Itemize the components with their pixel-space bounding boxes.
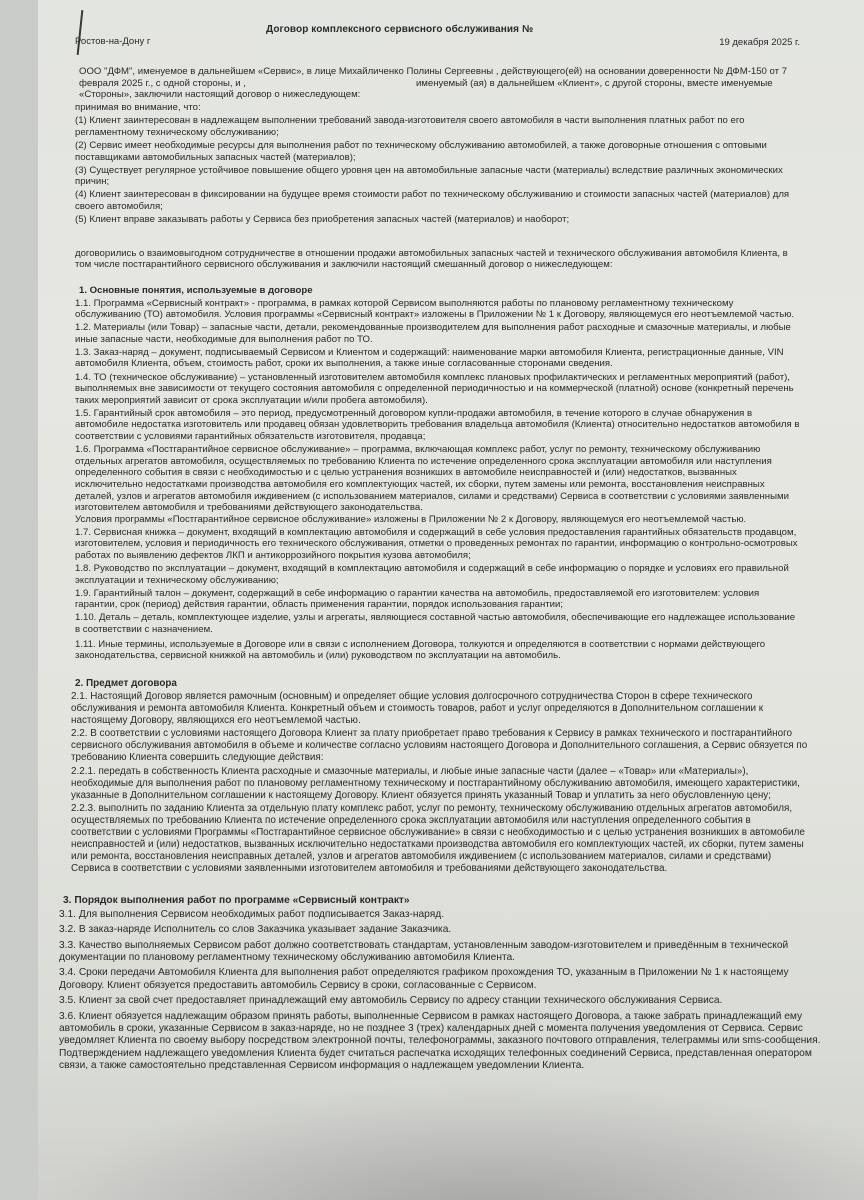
section-item: 1.2. Материалы (или Товар) – запасные части, детали, рекомендованные производителем для выполнения работ расходные и смазочные материалы, и любые иные запасные части, необходимые для выполнения работ по ТО. bbox=[75, 322, 791, 345]
section-item: 2.2.1. передать в собственность Клиента расходные и смазочные материалы, и любые иные запасные части (далее – «Товар» или «Материалы»), необходимые для выполнения работ по плановому регламентному техническому и постгарантийному обслуживанию автомобиля, имеющего характеристики, указанные в Дополнительном соглашении к настоящему Договору. Клиент обязуется принять указанный Товар и уплатить за него обусловленную цену; bbox=[71, 765, 800, 801]
section-item: 3.6. Клиент обязуется надлежащим образом принять работы, выполненные Сервисом в рамках настоящего Договора, а также забрать принадлежащий ему автомобиль в сроки, указанные Сервисом в заказ-наряде, но не позднее 3 (трех) календарных дней с момента получения уведомления от Сервиса. Сервис уведомляет Клиента по своему выбору посредством электронной почты, телефонограммы, заказного почтового отправления, телеграммы или sms-сообщения. Подтверждением надлежащего уведомления Клиента будет считаться распечатка исходящих телефонных соединений Сервиса, представленная оператором связи, а также самостоятельно представленная Сервисом информация о надлежащем уведомлении Клиента. bbox=[59, 1010, 821, 1072]
document-title: Договор комплексного сервисного обслуживания № bbox=[266, 24, 534, 35]
section-item: 1.3. Заказ-наряд – документ, подписываемый Сервисом и Клиентом и содержащий: наименование марки автомобиля Клиента, регистрационные данные, VIN автомобиля Клиента, объем, стоимость работ, сроки их выполнения, а также иные согласованные сторонами сведения. bbox=[75, 346, 784, 370]
section-item: 3.2. В заказ-наряде Исполнитель со слов Заказчика указывает задание Заказчика. bbox=[59, 924, 452, 936]
section-item: 1.1. Программа «Сервисный контракт» - программа, в рамках которой Сервисом выполняются работы по плановому регламентному техническому обслуживанию (ТО) автомобиля. Условия программы «Сервисный контракт» изложены в Приложении № 1 к Договору, являющемуся его неотъемлемой частью. bbox=[75, 297, 795, 321]
section-item: 3.5. Клиент за свой счет предоставляет принадлежащий ему автомобиль Сервису по адресу станции технического обслуживания Сервиса. bbox=[59, 995, 723, 1007]
section-title: 2. Предмет договора bbox=[75, 677, 177, 689]
section-item: 1.4. ТО (техническое обслуживание) – установленный изготовителем автомобиля комплекс плановых профилактических и регламентных мероприятий (работ), выполняемых вне зависимости от текущего состояния автомобиля с определенной периодичностью и на коммерческой (платной) основе (конкретный перечень таких мероприятий зависит от срока эксплуатации и/или пробега автомобиля). bbox=[75, 371, 794, 406]
section-item: 1.10. Деталь – деталь, комплектующее изделие, узлы и агрегаты, являющиеся составной частью автомобиля, обеспечивающие его надлежащее использование в соответствии с назначением. bbox=[75, 612, 796, 636]
document-date: 19 декабря 2025 г. bbox=[719, 37, 800, 48]
preamble-parties bbox=[75, 66, 801, 101]
preamble-point: (5) Клиент вправе заказывать работы у Сервиса без приобретения запасных частей (материалов) и наоборот; bbox=[75, 214, 570, 226]
preamble-point: (1) Клиент заинтересован в надлежащем выполнении требований завода-изготовителя своего автомобиля в части выполнения платных работ по его регламентному техническому обслуживанию; bbox=[75, 115, 745, 138]
section-3 bbox=[41, 895, 831, 1072]
section-item: Условия программы «Постгарантийное сервисное обслуживание» изложены в Приложении № 2 к Договору, являющемуся его неотъемлемой частью. bbox=[75, 513, 747, 525]
preamble-point: (4) Клиент заинтересован в фиксировании на будущее время стоимости работ по техническому обслуживанию и стоимости запасных частей (материалов) для своего автомобиля; bbox=[75, 189, 790, 213]
section-item: 2.1. Настоящий Договор является рамочным (основным) и определяет общие условия долгосрочного сотрудничества Сторон в сфере технического обслуживания и ремонта автомобиля Клиента. Конкретный объем и стоимость товаров, работ и услуг определяются в Дополнительном соглашении к настоящему Договору, являющихся его неотъемлемой частью. bbox=[71, 690, 764, 726]
section-item: 1.7. Сервисная книжка – документ, входящий в комплектацию автомобиля и содержащий в себе условия предоставления гарантийных обязательств продавцом, изготовителем, условия и периодичность его технического обслуживания, отметки о проведенных ремонтах по гарантии, информацию о контрольно-осмотровых работах по выявлению дефектов ЛКП и антикоррозийного покрытия кузова автомобиля; bbox=[75, 526, 798, 561]
section-item: 2.2. В соответствии с условиями настоящего Договора Клиент за плату приобретает право требования к Сервису в рамках технического и постгарантийного сервисного обслуживания автомобиля в объеме и количестве согласно условиям настоящего Договора и Дополнительного соглашения, а Сервис обязуется по требованию Клиента совершить следующие действия: bbox=[71, 728, 808, 764]
preamble-considering: принимая во внимание, что: bbox=[75, 102, 201, 114]
section-item: 1.8. Руководство по эксплуатации – документ, входящий в комплектацию автомобиля и содержащий в себе информацию о порядке и условиях его правильной эксплуатации и техническому обслуживанию; bbox=[75, 563, 789, 586]
pen-mark bbox=[77, 10, 84, 55]
preamble-agreed: договорились о взаимовыгодном сотрудничестве в отношении продажи автомобильных запасных частей и технического обслуживания автомобиля Клиента, в том числе постгарантийного сервисного обслуживания и заключили настоящий смешанный договор о нижеследующем: bbox=[75, 247, 788, 271]
preamble-point: (3) Существует регулярное устойчивое повышение общего уровня цен на автомобильные запасные части (материалы) вследствие различных экономических причин; bbox=[75, 164, 783, 188]
section-item: 2.2.3. выполнить по заданию Клиента за отдельную плату комплекс работ, услуг по ремонту, техническому обслуживанию отдельных агрегатов автомобиля, осуществляемых по требованию Клиента по истечение определенного срока эксплуатации автомобиля или наступления определенного события в соответствии с условиями Программы «Постгарантийное сервисное обслуживание» в связи с необходимостью и с целью устранения возникших в автомобиле неисправностей и (или) недостатков, вызванных исключительно недостатками производства автомобиля его комплектующих частей, их сборки, путем замены или ремонта, восстановления неисправных деталей, узлов и агрегатов автомобиля иждивением (с использованием материалов, силами и средствами) Сервиса в соответствии с условиями заявленными изготовителем автомобиля и требованиями действующего законодательства. bbox=[71, 803, 805, 875]
preamble-point: (2) Сервис имеет необходимые ресурсы для выполнения работ по техническому обслуживанию автомобилей, а также договорные отношения с оптовыми поставщиками автомобильных запасных частей (материалов); bbox=[75, 140, 767, 163]
document-city: Ростов-на-Дону г bbox=[75, 36, 151, 47]
document-page bbox=[38, 0, 864, 1200]
section-item: 3.1. Для выполнения Сервисом необходимых работ подписывается Заказ-наряд. bbox=[59, 908, 445, 920]
section-item: 3.3. Качество выполняемых Сервисом работ должно соответствовать стандартам, установленным заводом-изготовителем и приведённым в технической документации по плановому регламентному техническому обслуживанию автомобиля Клиента. bbox=[59, 939, 789, 963]
section-1 bbox=[41, 285, 801, 662]
section-2 bbox=[41, 678, 811, 876]
preamble-parties-part1: ООО "ДФМ", именуемое в дальнейшем «Сервис», в лице Михайличенко Полины Сергеевны , действующего(ей) на основании доверенности № ДФМ-150 от 7 февраля 2025 г., с одной стороны, и , bbox=[79, 66, 788, 89]
section-item: 1.11. Иные термины, используемые в Договоре или в связи с исполнением Договора, толкуются и определяются в соответствии с нормами действующего законодательства, сервисной книжкой на автомобиль и (или) руководством по эксплуатации на автомобиль. bbox=[75, 638, 766, 662]
section-item: 1.6. Программа «Постгарантийное сервисное обслуживание» – программа, включающая комплекс работ, услуг по ремонту, техническому обслуживанию отдельных агрегатов автомобиля, осуществляемых по требованию Клиента по истечение определенного срока эксплуатации автомобиля или наступления определенного события в связи с необходимостью и с целью устранения возникших в автомобиле неисправностей и (или) недостатков, вызванных исключительно недостатками производства автомобиля его комплектующих частей, их сборки, путем замены или ремонта, восстановления неисправных деталей, узлов и агрегатов автомобиля иждивением (с использованием материалов, силами и средствами) Сервиса в соответствии с условиями заявленными изготовителем автомобиля и требованиями действующего законодательства. bbox=[75, 444, 789, 514]
section-item: 1.9. Гарантийный талон – документ, содержащий в себе информацию о гарантии качества на автомобиль, предоставляемой его изготовителем: условия гарантии, срок (период) действия гарантии, область применения гарантии, порядок использования гарантии; bbox=[75, 587, 760, 611]
section-title: 1. Основные понятия, используемые в договоре bbox=[79, 284, 313, 296]
section-title: 3. Порядок выполнения работ по программе «Сервисный контракт» bbox=[63, 895, 410, 907]
document-body bbox=[41, 54, 821, 1074]
preamble-parties-part2: именуемый (ая) в дальнейшем «Клиент», с другой стороны, вместе именуемые «Стороны», заключили настоящий договор о нижеследующем: bbox=[79, 77, 773, 101]
section-item: 1.5. Гарантийный срок автомобиля – это период, предусмотренный договором купли-продажи автомобиля, в течение которого в случае обнаружения в автомобиле недостатка изготовитель или продавец обязан удовлетворить требования владельца автомобиля (Клиента) относительно недостатков автомобиля в соответствии с условиями гарантийных обязательств изготовителя, продавца; bbox=[75, 407, 800, 443]
section-item: 3.4. Сроки передачи Автомобиля Клиента для выполнения работ определяются графиком прохождения ТО, указанным в Приложении № 1 к настоящему Договору. Клиент обязуется предоставить автомобиль Сервису в сроки, согласованные с Сервисом. bbox=[59, 967, 789, 991]
preamble bbox=[41, 66, 801, 271]
